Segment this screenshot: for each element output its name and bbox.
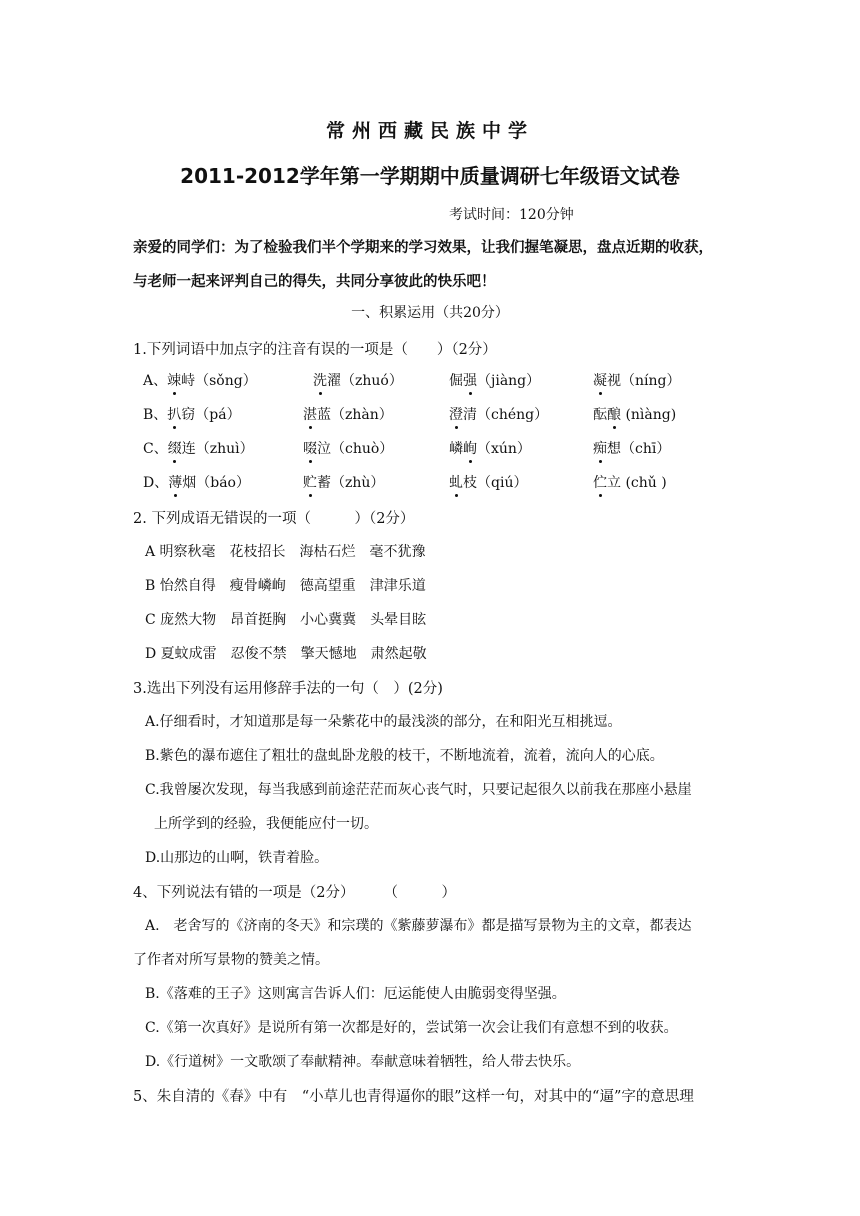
q1-c-option-4: 痴想（chī）	[593, 438, 670, 458]
q1-c-option-2: 啜泣（chuò）	[303, 438, 393, 458]
school-name: 常州西藏民族中学	[325, 120, 534, 142]
q3-option-c-line-1: C.我曾屡次发现，每当我感到前途茫茫而灰心丧气时，只要记起很久以前我在那座小悬崖	[145, 782, 692, 798]
q1-b-option-1: B、扒窃（pá）	[143, 404, 241, 424]
q1-stem: 1.下列词语中加点字的注音有误的一项是（ ）（2分）	[133, 342, 497, 358]
exam-time: 考试时间：120分钟	[449, 207, 574, 223]
intro-line-1: 亲爱的同学们：为了检验我们半个学期来的学习效果，让我们握笔凝思，盘点近期的收获，	[133, 240, 713, 256]
q3-option-b: B.紫色的瀑布遮住了粗壮的盘虬卧龙般的枝干，不断地流着，流着，流向人的心底。	[145, 748, 664, 764]
q1-d-option-4: 伫立 (chǔ )	[593, 472, 667, 492]
q3-option-a: A.仔细看时，才知道那是每一朵紫花中的最浅淡的部分，在和阳光互相挑逗。	[145, 714, 622, 730]
q4-option-a-line-1: A. 老舍写的《济南的冬天》和宗璞的《紫藤萝瀑布》都是描写景物为主的文章，都表达	[145, 918, 692, 934]
q3-option-d: D.山那边的山啊，铁青着脸。	[145, 850, 329, 866]
q1-a-option-1: A、竦峙（sǒng）	[143, 370, 257, 390]
q2-option-c: C 庞然大物 昂首挺胸 小心冀冀 头晕目眩	[145, 612, 427, 628]
section-heading: 一、积累运用（共20分）	[351, 305, 509, 321]
q1-d-option-3: 虬枝（qiú）	[449, 472, 527, 492]
q2-option-a: A 明察秋毫 花枝招长 海枯石烂 毫不犹豫	[145, 544, 426, 560]
q4-option-c: C.《第一次真好》是说所有第一次都是好的，尝试第一次会让我们有意想不到的收获。	[145, 1020, 678, 1036]
q4-stem: 4、下列说法有错的一项是（2分） （ ）	[133, 885, 456, 901]
q3-option-c-line-2: 上所学到的经验，我便能应付一切。	[154, 816, 378, 832]
q4-option-a-line-2: 了作者对所写景物的赞美之情。	[133, 952, 329, 968]
q4-option-d: D.《行道树》一文歌颂了奉献精神。奉献意味着牺牲，给人带去快乐。	[145, 1054, 581, 1070]
intro-line-2: 与老师一起来评判自己的得失，共同分享彼此的快乐吧！	[133, 274, 496, 290]
q1-a-option-4: 凝视（níng）	[593, 370, 680, 390]
q1-d-option-1: D、薄烟（báo）	[143, 472, 250, 492]
q3-stem: 3.选出下列没有运用修辞手法的一句（ ）(2分)	[133, 681, 443, 697]
q2-option-d: D 夏蚊成雷 忍俊不禁 擎天憾地 肃然起敬	[145, 646, 427, 662]
q1-b-option-4: 酝酿 (nìàng)	[593, 404, 676, 424]
q1-c-option-3: 嶙峋（xún）	[449, 438, 531, 458]
exam-title: 2011-2012学年第一学期期中质量调研七年级语文试卷	[180, 164, 680, 188]
q1-a-option-2: 洗濯（zhuó）	[313, 370, 403, 390]
q5-stem: 5、朱自清的《春》中有 “小草儿也青得逼你的眼”这样一句，对其中的“逼”字的意思理	[133, 1089, 694, 1105]
q2-option-b: B 怡然自得 瘦骨嶙峋 德高望重 津津乐道	[145, 578, 426, 594]
q4-option-b: B.《落难的王子》这则寓言告诉人们：厄运能使人由脆弱变得坚强。	[145, 986, 566, 1002]
q1-b-option-2: 湛蓝（zhàn）	[303, 404, 393, 424]
q1-d-option-2: 贮蓄（zhù）	[303, 472, 384, 492]
q1-a-option-3: 倔强（jiàng）	[449, 370, 540, 390]
q1-c-option-1: C、缀连（zhuì）	[143, 438, 254, 458]
q1-b-option-3: 澄清（chéng）	[449, 404, 548, 424]
q2-stem: 2. 下列成语无错误的一项（ ）（2分）	[133, 511, 415, 527]
